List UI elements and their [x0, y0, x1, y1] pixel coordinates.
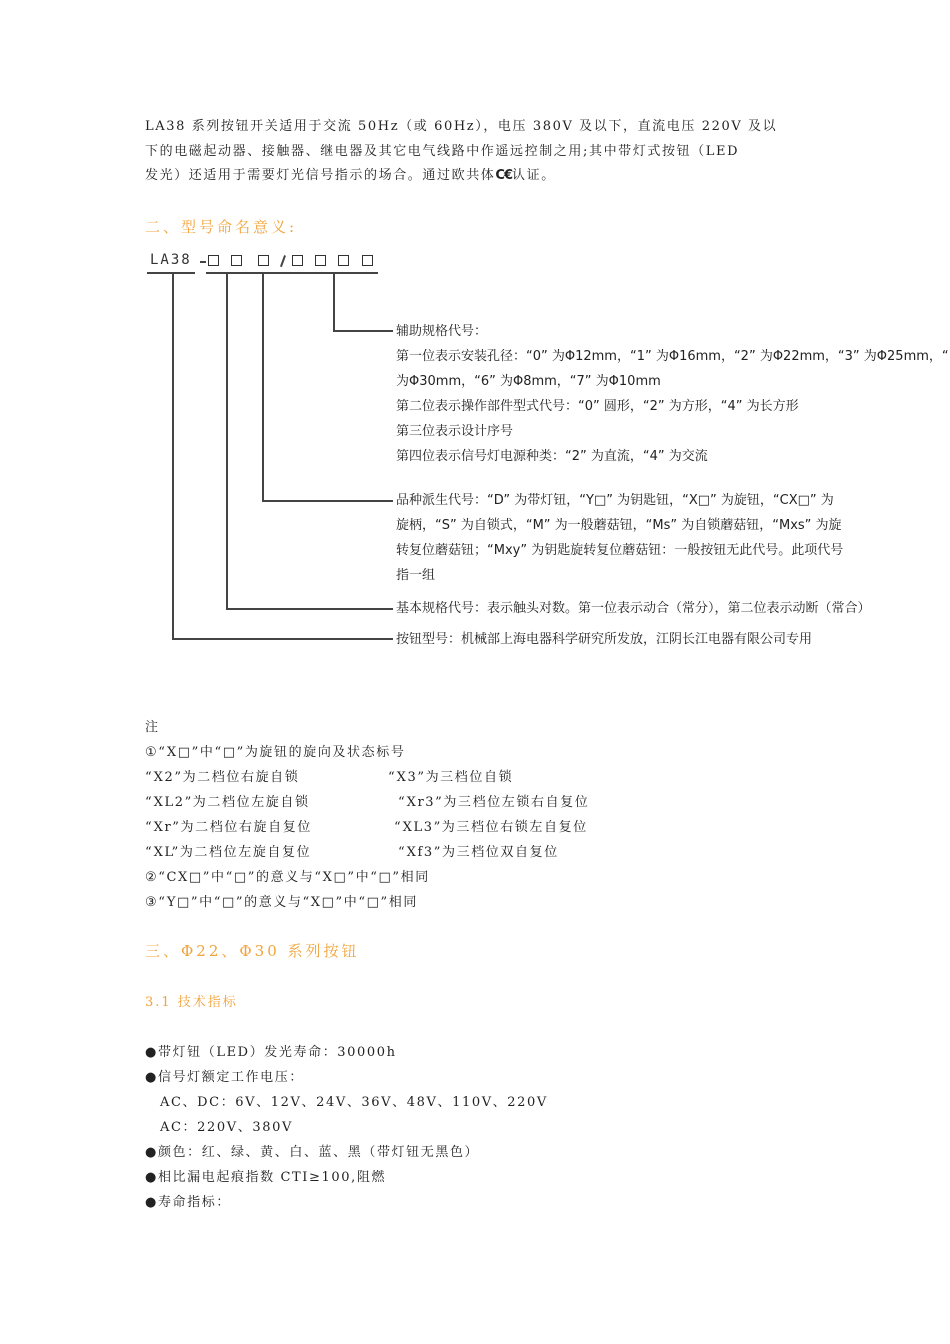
variant-code-text — [396, 488, 843, 588]
model-prefix: LA38 — [150, 252, 192, 268]
aux-spec-line: 第二位表示操作部件型式代号：“0” 圆形，“2” 为方形，“4” 为长方形 — [396, 399, 799, 414]
spec-life-index: ●寿命指标： — [145, 1195, 231, 1210]
variant-code-line: 旋柄，“S” 为自锁式，“M” 为一般蘑菇钮，“Ms” 为自锁蘑菇钮，“Mxs” 为旋 — [396, 518, 842, 533]
aux-code-box-3 — [338, 255, 349, 266]
variant-code-line: 转复位蘑菇钮；“Mxy” 为钥匙旋转复位蘑菇钮：一般按钮无此代号。此项代号 — [396, 543, 844, 558]
spec-colors: ●颜色：红、绿、黄、白、蓝、黑（带灯钮无黑色） — [145, 1145, 480, 1160]
note-row-2-right: “Xr3”为三档位左锁右自复位 — [398, 795, 590, 810]
variant-leader-vertical — [262, 273, 264, 501]
variant-code-box — [258, 255, 269, 266]
note-row-1-right: “X3”为三档位自锁 — [388, 770, 514, 785]
intro-line-1: LA38 系列按钮开关适用于交流 50Hz（或 60Hz），电压 380V 及以下，直流电压 220V 及以 — [145, 119, 778, 134]
note-row-1-left: “X2”为二档位右旋自锁 — [145, 770, 300, 785]
note-row-4-right: “Xf3”为三档位双自复位 — [398, 845, 559, 860]
intro-line-3 — [145, 164, 815, 189]
note-row-2-left: “XL2”为二档位左旋自锁 — [145, 795, 310, 810]
button-type-text: 按钮型号：机械部上海电器科学研究所发放，江阴长江电器有限公司专用 — [396, 632, 813, 647]
section-2-heading: 二、型号命名意义: — [145, 218, 298, 236]
basic-code-box-2 — [231, 255, 242, 266]
basic-code-box-1 — [208, 255, 219, 266]
basic-leader-vertical — [226, 273, 228, 609]
basic-leader-horizontal — [226, 608, 393, 610]
aux-code-box-2 — [315, 255, 326, 266]
aux-spec-line: 第一位表示安装孔径：“0” 为Φ12mm，“1” 为Φ16mm，“2” 为Φ22mm，“3” 为Φ25mm，“ — [396, 349, 949, 364]
notes-title: 注 — [145, 720, 160, 735]
intro-paragraph — [145, 115, 815, 189]
aux-spec-line: 为Φ30mm，“6” 为Φ8mm，“7” 为Φ10mm — [396, 374, 661, 389]
aux-spec-line: 第四位表示信号灯电源种类：“2” 为直流，“4” 为交流 — [396, 449, 708, 464]
spec-cti: ●相比漏电起痕指数 CTI≥100,阻燃 — [145, 1170, 387, 1185]
intro-line-3a: 发光）还适用于需要灯光信号指示的场合。通过欧共体 — [145, 168, 496, 183]
spec-ac-voltages: AC：220V、380V — [160, 1120, 293, 1135]
section-3-heading: 三、Φ22、Φ30 系列按钮 — [145, 942, 360, 960]
ce-mark: C€ — [495, 168, 512, 183]
note-row-3-left: “Xr”为二档位右旋自复位 — [145, 820, 312, 835]
intro-line-2: 下的电磁起动器、接触器、继电器及其它电气线路中作遥远控制之用;其中带灯式按钮（LED — [145, 143, 740, 159]
note-row-4-left: “XL”为二档位左旋自复位 — [145, 845, 312, 860]
spec-acdc-voltages: AC、DC：6V、12V、24V、36V、48V、110V、220V — [160, 1095, 548, 1110]
boxes-underline — [206, 272, 378, 274]
model-dash — [200, 261, 206, 263]
section-3-1-heading: 3.1 技术指标 — [145, 995, 238, 1010]
slash-mark — [280, 255, 286, 267]
type-leader-horizontal — [172, 638, 393, 640]
aux-spec-text — [396, 319, 949, 469]
aux-code-box-1 — [292, 255, 303, 266]
basic-code-text: 基本规格代号：表示触头对数。第一位表示动合（常分），第二位表示动断（常合） — [396, 601, 871, 616]
aux-spec-line: 辅助规格代号： — [396, 324, 488, 339]
note-1: ①“X□”中“□”为旋钮的旋向及状态标号 — [145, 745, 406, 760]
variant-code-line: 品种派生代号：“D” 为带灯钮，“Y□” 为钥匙钮，“X□” 为旋钮，“CX□” 为 — [396, 493, 834, 508]
variant-code-line: 指一组 — [396, 568, 436, 583]
note-3: ③“Y□”中“□”的意义与“X□”中“□”相同 — [145, 895, 418, 910]
aux-leader-vertical — [333, 273, 335, 331]
aux-code-box-4 — [362, 255, 373, 266]
variant-leader-horizontal — [262, 500, 393, 502]
aux-spec-line: 第三位表示设计序号 — [396, 424, 514, 439]
note-row-3-right: “XL3”为三档位右锁左自复位 — [394, 820, 588, 835]
type-leader-vertical — [172, 273, 174, 639]
note-2: ②“CX□”中“□”的意义与“X□”中“□”相同 — [145, 870, 430, 885]
spec-lamp-voltage: ●信号灯额定工作电压： — [145, 1070, 304, 1085]
aux-leader-horizontal — [333, 330, 393, 332]
model-underline — [147, 272, 195, 274]
spec-led-life: ●带灯钮（LED）发光寿命：30000h — [145, 1045, 397, 1060]
intro-line-3b: 认证。 — [512, 168, 556, 183]
